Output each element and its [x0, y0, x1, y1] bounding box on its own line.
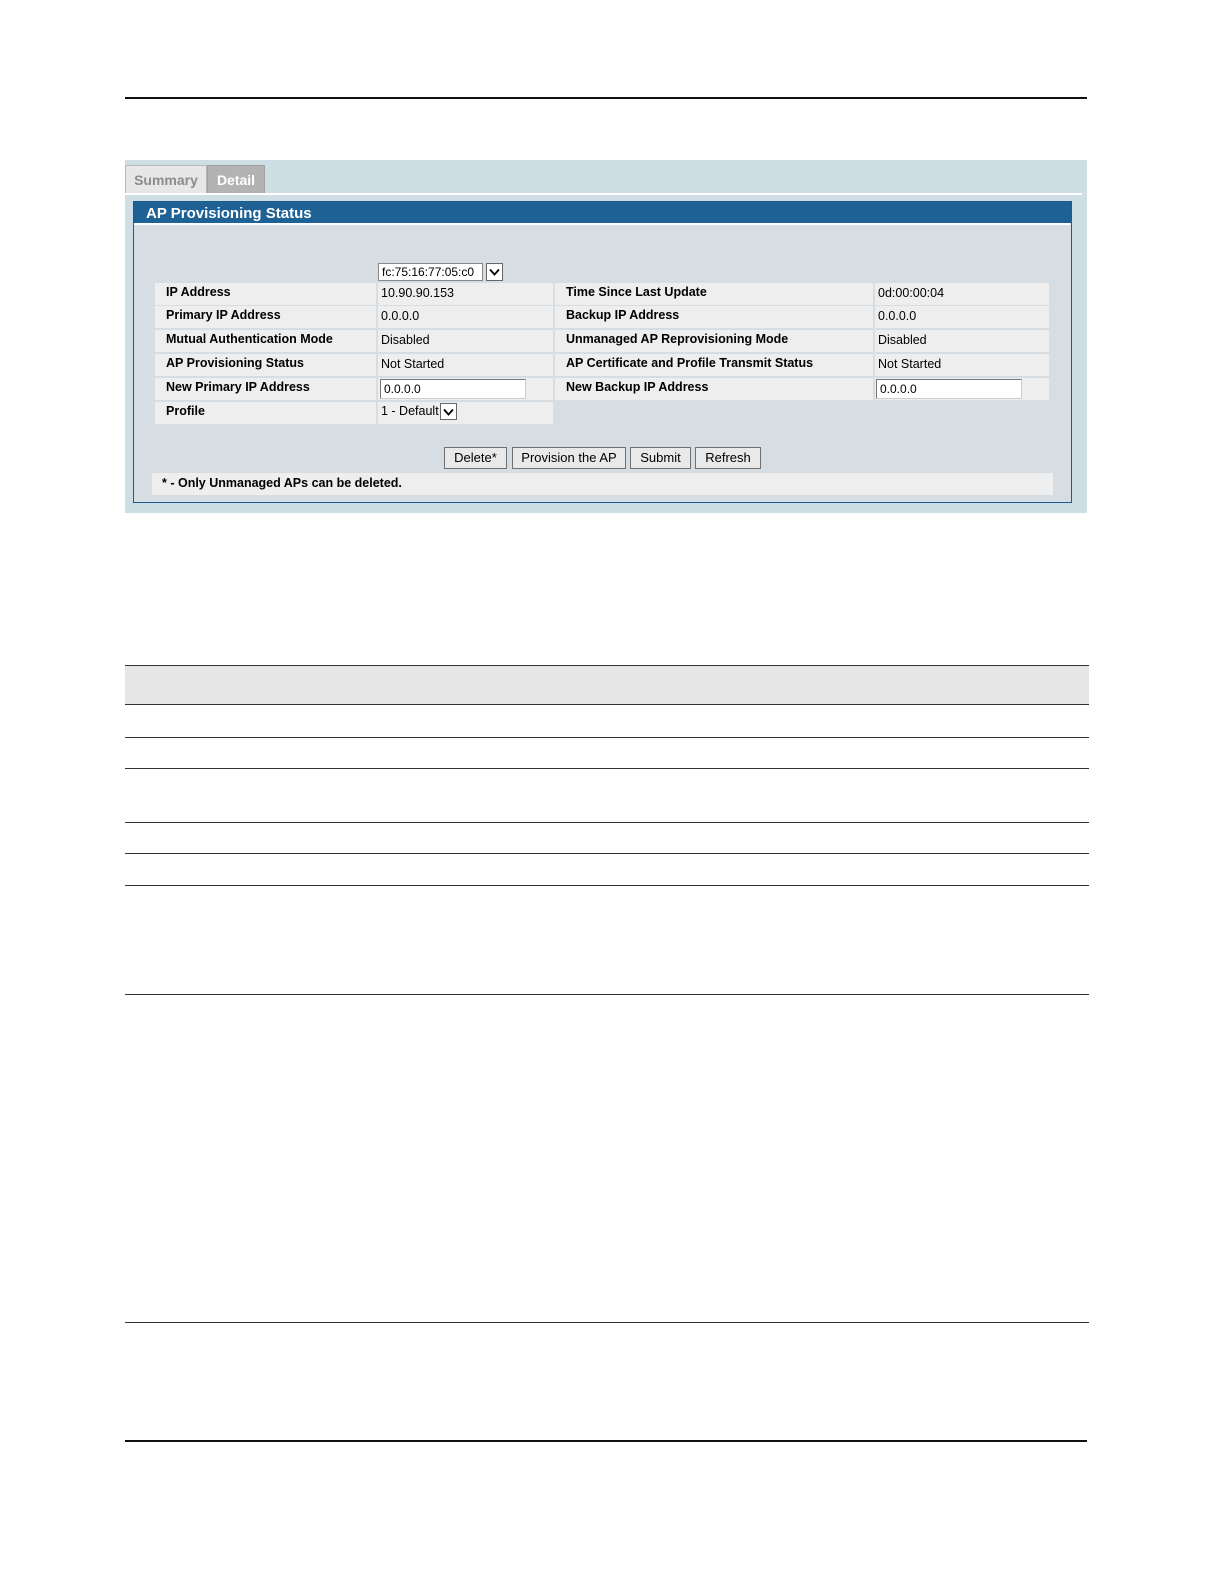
tab-divider [125, 193, 1082, 195]
table-row-divider [125, 994, 1089, 995]
tab-summary[interactable]: Summary [125, 165, 207, 193]
time-since-last-update-label: Time Since Last Update [555, 283, 873, 305]
ap-provisioning-status-frame [133, 201, 1072, 503]
refresh-button[interactable]: Refresh [695, 447, 761, 469]
footer-rule [125, 1440, 1087, 1442]
ap-provisioning-status-value: Not Started [378, 354, 553, 376]
unmanaged-reprov-mode-value: Disabled [875, 330, 1049, 352]
mutual-auth-mode-value: Disabled [378, 330, 553, 352]
primary-ip-address-value: 0.0.0.0 [378, 306, 553, 328]
table-row-divider [125, 822, 1089, 823]
table-row-divider [125, 1322, 1089, 1323]
profile-select[interactable] [378, 403, 457, 420]
new-primary-ip-input[interactable] [380, 379, 526, 399]
ip-address-label: IP Address [155, 283, 376, 305]
profile-select-value: 1 - Default [381, 404, 439, 418]
ap-provisioning-status-label: AP Provisioning Status [155, 354, 376, 376]
screenshot-panel [125, 160, 1087, 513]
panel-title: AP Provisioning Status [134, 202, 1071, 225]
chevron-down-icon[interactable] [486, 263, 503, 281]
new-backup-ip-input[interactable] [876, 379, 1022, 399]
mutual-auth-mode-label: Mutual Authentication Mode [155, 330, 376, 352]
table-row-divider [125, 737, 1089, 738]
table-row-divider [125, 853, 1089, 854]
profile-label: Profile [155, 402, 376, 424]
delete-note: * - Only Unmanaged APs can be deleted. [152, 473, 1053, 495]
new-backup-ip-label: New Backup IP Address [555, 378, 873, 400]
primary-ip-address-label: Primary IP Address [155, 306, 376, 328]
provision-ap-button[interactable]: Provision the AP [512, 447, 626, 469]
table-header [125, 665, 1089, 705]
submit-button[interactable]: Submit [630, 447, 691, 469]
backup-ip-address-label: Backup IP Address [555, 306, 873, 328]
header-rule [125, 97, 1087, 99]
time-since-last-update-value: 0d:00:00:04 [875, 283, 1049, 305]
table-row-divider [125, 768, 1089, 769]
table-row-divider [125, 885, 1089, 886]
cert-profile-status-label: AP Certificate and Profile Transmit Status [555, 354, 873, 376]
delete-button[interactable]: Delete* [444, 447, 507, 469]
chevron-down-icon[interactable] [440, 403, 457, 420]
tab-detail[interactable]: Detail [207, 165, 265, 193]
new-primary-ip-label: New Primary IP Address [155, 378, 376, 400]
unmanaged-reprov-mode-label: Unmanaged AP Reprovisioning Mode [555, 330, 873, 352]
ap-mac-select-value: fc:75:16:77:05:c0 [378, 263, 483, 281]
ap-mac-select[interactable] [378, 263, 503, 281]
cert-profile-status-value: Not Started [875, 354, 1049, 376]
backup-ip-address-value: 0.0.0.0 [875, 306, 1049, 328]
ip-address-value: 10.90.90.153 [378, 283, 553, 305]
